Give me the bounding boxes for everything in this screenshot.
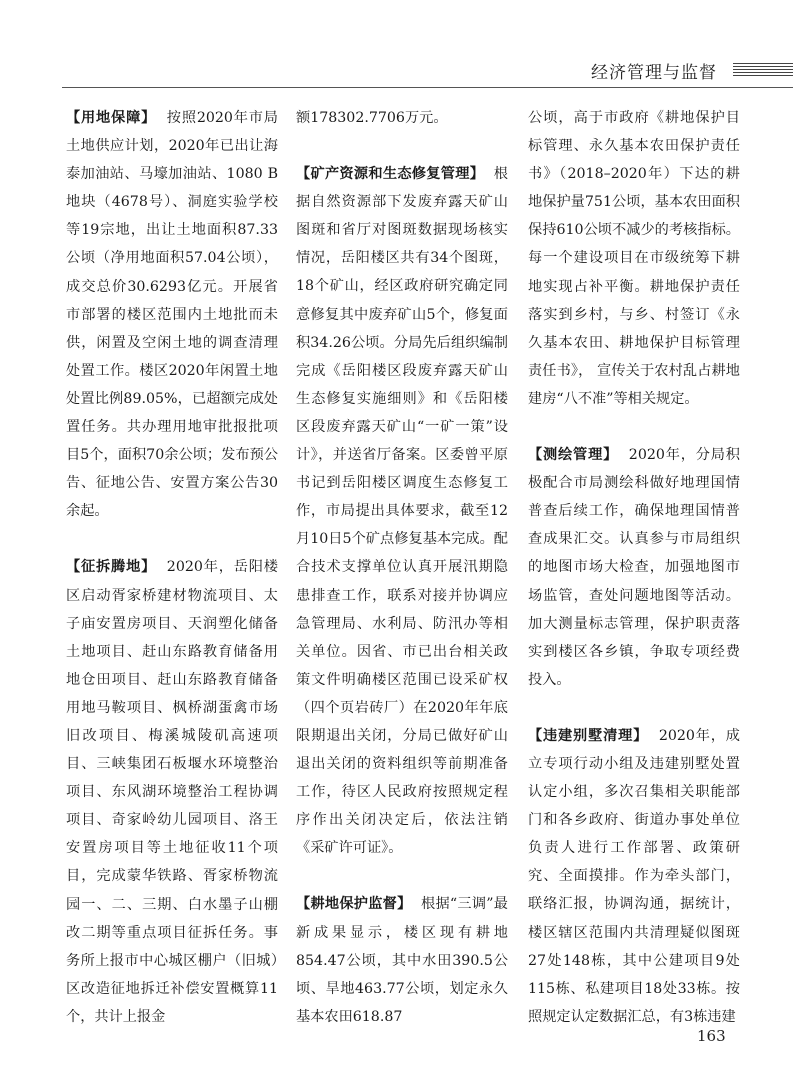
paragraph-text: 根据自然资源部下发废弃露天矿山图斑和省厅对图斑数据现场核实情况，岳阳楼区共有34个图斑，18个矿山，经区政府研究确定同意修复其中废弃矿山5个，修复面积34.26公顷。分局先后组织编制完成《岳阳楼区段废弃露天矿山生态修复实施细则》和《岳阳楼区段废弃露天矿山“一矿一策”设计》，并送省厅备案。区委曾平原书记到岳阳楼区调度生态修复工作，市局提出具体要求，截至12月10日5个矿点修复基本完成。配合技术支撑单位认真开展汛期隐患排查工作，联系对接并协调应急管理局、水利局、防汛办等相关单位。因省、市已出台相关政策文件明确楼区范围已设采矿权（四个页岩砖厂）在2020年年底限期退出关闭，分局已做好矿山退出关闭的资料组织等前期准备工作，待区人民政府按照规定程序作出关闭决定后，依法注销《采矿许可证》。	[296, 166, 508, 857]
paragraph-heading: 【耕地保护监督】	[296, 896, 412, 913]
paragraph-heading: 【违建别墅清理】	[528, 727, 649, 744]
paragraph-text: 2020年，成立专项行动小组及违建别墅处置认定小组，多次召集相关职能部门和各乡政府、街道办事处单位负责人进行工作部署、政策研究、全面摸排。作为牵头部门，联络汇报，协调沟通，据统计，楼区辖区范围内共清理疑似图斑27处148栋，其中公建项目9处115栋、私建项目18处33栋。按照规定认定数据汇总，有3栋违建	[528, 727, 740, 1025]
paragraph-continuation	[296, 104, 508, 132]
header-rule	[62, 87, 793, 88]
paragraph-land-acquisition	[66, 553, 278, 1031]
paragraph-farmland-protection	[296, 890, 508, 1030]
section-title: 经济管理与监督	[591, 63, 717, 83]
text-column-3	[528, 104, 740, 1031]
page-number: 163	[697, 1027, 726, 1045]
paragraph-text: 2020年，岳阳楼区启动胥家桥建材物流项目、太子庙安置房项目、天润塑化储备土地项目、赶山东路教育储备用地仓田项目、赶山东路教育储备用地马鞍项目、枫桥湖蛋禽市场旧改项目、梅溪城陵矶高速项目、三峡集团石板堰水环境整治项目、东风湖环境整治工程协调项目、奇家岭幼儿园项目、洛王安置房项目等土地征收11个项目，完成蒙华铁路、胥家桥物流园一、二、三期、白水墨子山棚改二期等重点项目征拆任务。事务所上报市中心城区棚户（旧城）区改造征地拆迁补偿安置概算11个，共计上报金	[66, 559, 278, 1025]
paragraph-mineral-resources	[296, 160, 508, 862]
running-header	[0, 52, 793, 86]
paragraph-illegal-villas	[528, 722, 740, 1031]
paragraph-text: 2020年，分局积极配合市局测绘科做好地理国情普查后续工作，确保地理国情普查成果汇交。认真参与市局组织的地图市场大检查，加强地图市场监管，查处问题地图等活动。加大测量标志管理，保护职责落实到楼区各乡镇，争取专项经费投入。	[528, 447, 740, 688]
paragraph-heading: 【测绘管理】	[528, 447, 619, 464]
text-column-1	[66, 104, 278, 1031]
paragraph-surveying	[528, 441, 740, 694]
paragraph-heading: 【征拆腾地】	[66, 559, 157, 576]
paragraph-text: 根据“三调”最新成果显示，楼区现有耕地854.47公顷，其中水田390.5公顷、旱地463.77公顷，划定永久基本农田618.87	[296, 896, 508, 1025]
header-decoration-lines	[733, 63, 793, 77]
paragraph-continuation	[528, 104, 740, 413]
paragraph-land-guarantee	[66, 104, 278, 525]
paragraph-heading: 【用地保障】	[66, 110, 157, 126]
paragraph-text: 按照2020年市局土地供应计划，2020年已出让海泰加油站、马壕加油站、1080 B 地块（4678号）、洞庭实验学校等19宗地，出让土地面积87.33公顷（净用地面积57.04公顷），成交总价30.6293亿元。开展省市部署的楼区范围内土地批而未供，闲置及空闲土地的调查清理处置工作。楼区2020年闲置土地处置比例89.05%，已超额完成处置任务。共办理用地审批报批项目5个，面积70余公顷；发布预公告、征地公告、安置方案公告30余起。	[66, 110, 278, 520]
paragraph-text: 公顷，高于市政府《耕地保护目标管理、永久基本农田保护责任书》（2018–2020年）下达的耕地保护量751公顷，基本农田面积保持610公顷不减少的考核指标。每一个建设项目在市级统筹下耕地实现占补平衡。耕地保护责任落实到乡村，与乡、村签订《永久基本农田、耕地保护目标管理责任书》， 宣传关于农村乱占耕地建房“八不准”等相关规定。	[528, 110, 740, 407]
text-column-2	[296, 104, 508, 1031]
paragraph-heading: 【矿产资源和生态修复管理】	[296, 166, 485, 183]
paragraph-text: 额178302.7706万元。	[296, 110, 448, 126]
